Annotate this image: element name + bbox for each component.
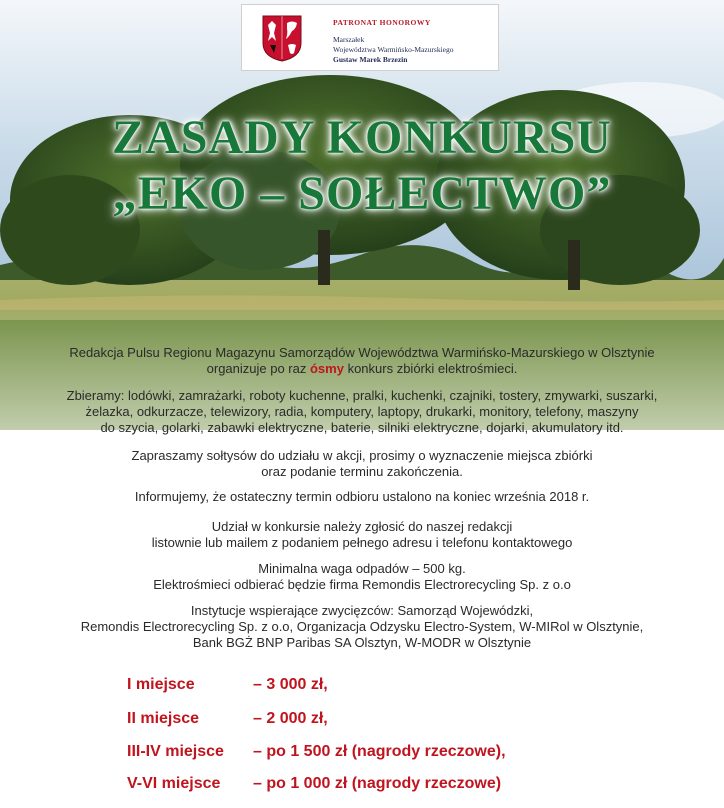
deadline-paragraph [40, 489, 684, 505]
text-line: Elektrośmieci odbierać będzie firma Remondis Electrorecycling Sp. z o.o [153, 577, 571, 592]
prize-row [127, 710, 328, 728]
prize-amount: – po 1 500 zł (nagrody rzeczowe), [253, 743, 506, 760]
poster-title-line-2: „EKO – SOŁECTWO” [112, 167, 612, 220]
text-line: oraz podanie terminu zakończenia. [261, 464, 463, 479]
prize-row [127, 743, 506, 761]
collected-items-paragraph [30, 388, 694, 436]
highlight-ordinal: ósmy [309, 361, 344, 376]
weight-paragraph [40, 561, 684, 593]
prize-row [127, 775, 501, 793]
text-line: Remondis Electrorecycling Sp. z o.o, Organizacja Odzysku Electro-System, W-MIRol w Olsztynie, [80, 619, 644, 634]
text-line: Redakcja Pulsu Regionu Magazynu Samorządów Województwa Warmińsko-Mazurskiego w Olsztynie [69, 345, 655, 360]
text-line: żelazka, odkurzacze, telewizory, radia, komputery, laptopy, drukarki, monitory, telefony, maszyny [85, 404, 639, 419]
patronage-line: Marszałek [333, 35, 365, 44]
invitation-paragraph [40, 448, 684, 480]
patronage-box [241, 4, 499, 71]
prize-row [127, 676, 328, 694]
supporters-paragraph [40, 603, 684, 651]
patronage-name: Gustaw Marek Brzezin [333, 55, 408, 64]
text-line: Instytucje wspierające zwycięzców: Samorząd Wojewódzki, [190, 603, 534, 618]
text-line: organizuje po raz ósmy konkurs zbiórki elektrośmieci. [206, 361, 518, 376]
text-line: Udział w konkursie należy zgłosić do naszej redakcji [211, 519, 513, 534]
prize-place: II miejsce [127, 710, 200, 727]
registration-paragraph [40, 519, 684, 551]
patronage-title: PATRONAT HONOROWY [333, 18, 431, 27]
poster-title-line-1: ZASADY KONKURSU [112, 111, 612, 164]
prize-amount: – 2 000 zł, [253, 710, 328, 727]
coat-of-arms-icon [262, 15, 302, 62]
prize-place: I miejsce [127, 676, 195, 693]
text-line: do szycia, golarki, zabawki elektryczne, baterie, silniki elektryczne, dojarki, akumulatory itd. [100, 420, 624, 435]
text-line: Informujemy, że ostateczny termin odbioru ustalono na koniec września 2018 r. [134, 489, 590, 504]
text-line: Minimalna waga odpadów – 500 kg. [258, 561, 466, 576]
patronage-line: Województwa Warmińsko-Mazurskiego [333, 45, 454, 54]
organizer-paragraph [40, 345, 684, 377]
prize-amount: – po 1 000 zł (nagrody rzeczowe) [253, 775, 502, 792]
text-line: Zbieramy: lodówki, zamrażarki, roboty kuchenne, pralki, kuchenki, czajniki, tostery, zmywarki, suszarki, [66, 388, 658, 403]
prize-place: V-VI miejsce [127, 775, 221, 792]
prize-place: III-IV miejsce [127, 743, 224, 760]
text-line: Zapraszamy sołtysów do udziału w akcji, prosimy o wyznaczenie miejsca zbiórki [131, 448, 593, 463]
prize-amount: – 3 000 zł, [253, 676, 328, 693]
text-line: listownie lub mailem z podaniem pełnego adresu i telefonu kontaktowego [151, 535, 573, 550]
text-line: Bank BGŻ BNP Paribas SA Olsztyn, W-MODR w Olsztynie [192, 635, 532, 650]
